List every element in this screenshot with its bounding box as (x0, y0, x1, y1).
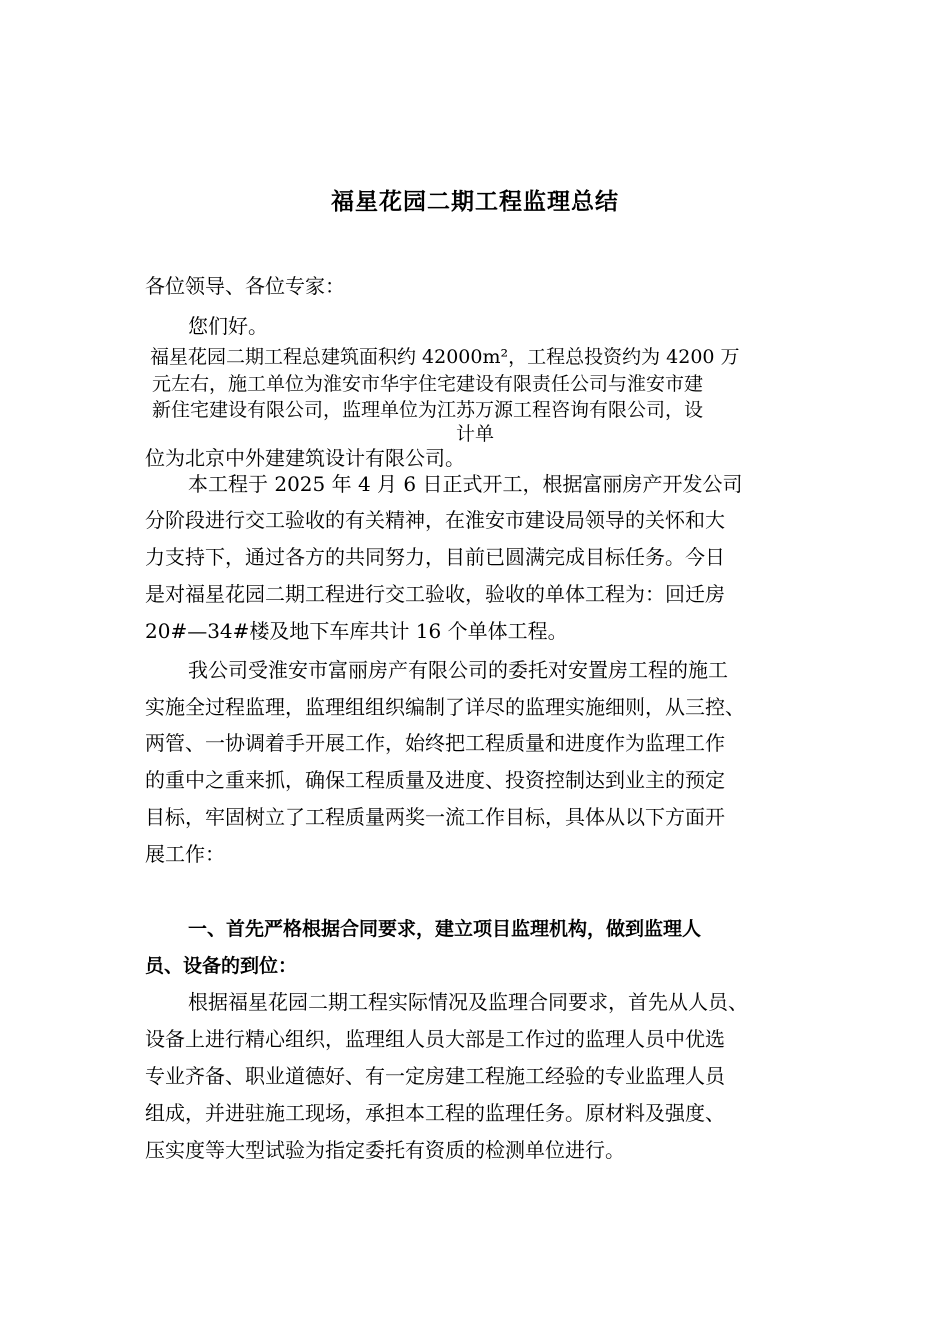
para1-line-3: 新住宅建设有限公司，监理单位为江苏万源工程咨询有限公司，设 (152, 399, 704, 421)
para2-line-3: 力支持下，通过各方的共同努力，目前已圆满完成目标任务。今日 (145, 545, 725, 569)
para4-line-4: 组成，并进驻施工现场，承担本工程的监理任务。原材料及强度、 (145, 1101, 725, 1125)
para1-line-1: 福星花园二期工程总建筑面积约 42000m²，工程总投资约为 4200 万 (150, 346, 740, 368)
salutation: 各位领导、各位专家： (145, 274, 345, 298)
para2-line-4: 是对福星花园二期工程进行交工验收，验收的单体工程为：回迁房 (145, 582, 725, 606)
section1-heading-line-1: 一、首先严格根据合同要求，建立项目监理机构，做到监理人 (188, 918, 702, 940)
para3-line-4: 的重中之重来抓，确保工程质量及进度、投资控制达到业主的预定 (145, 768, 725, 792)
para2-line-2: 分阶段进行交工验收的有关精神，在淮安市建设局领导的关怀和大 (145, 508, 725, 532)
para2-line-5: 20#—34#楼及地下车库共计 16 个单体工程。 (145, 619, 568, 643)
para3-line-1: 我公司受淮安市富丽房产有限公司的委托对安置房工程的施工 (188, 658, 728, 682)
document-title: 福星花园二期工程监理总结 (331, 189, 619, 215)
para1-line-4: 计单 (455, 423, 494, 445)
para3-line-6: 展工作： (145, 842, 225, 866)
para3-line-5: 目标，牢固树立了工程质量两奖一流工作目标，具体从以下方面开 (145, 805, 725, 829)
para3-line-3: 两管、一协调着手开展工作，始终把工程质量和进度作为监理工作 (145, 731, 725, 755)
para1-line-5: 位为北京中外建建筑设计有限公司。 (145, 446, 465, 470)
para2-line-1: 本工程于 2025 年 4 月 6 日正式开工，根据富丽房产开发公司 (188, 472, 743, 496)
para4-line-5: 压实度等大型试验为指定委托有资质的检测单位进行。 (145, 1138, 625, 1162)
para4-line-3: 专业齐备、职业道德好、有一定房建工程施工经验的专业监理人员 (145, 1064, 725, 1088)
greeting: 您们好。 (188, 314, 268, 338)
section1-heading-line-2: 员、设备的到位： (145, 955, 298, 977)
para3-line-2: 实施全过程监理，监理组组织编制了详尽的监理实施细则，从三控、 (145, 695, 745, 719)
para4-line-2: 设备上进行精心组织，监理组人员大部是工作过的监理人员中优选 (145, 1027, 725, 1051)
para1-line-2: 元左右，施工单位为淮安市华宇住宅建设有限责任公司与淮安市建 (152, 373, 704, 395)
para4-line-1: 根据福星花园二期工程实际情况及监理合同要求，首先从人员、 (188, 990, 748, 1014)
